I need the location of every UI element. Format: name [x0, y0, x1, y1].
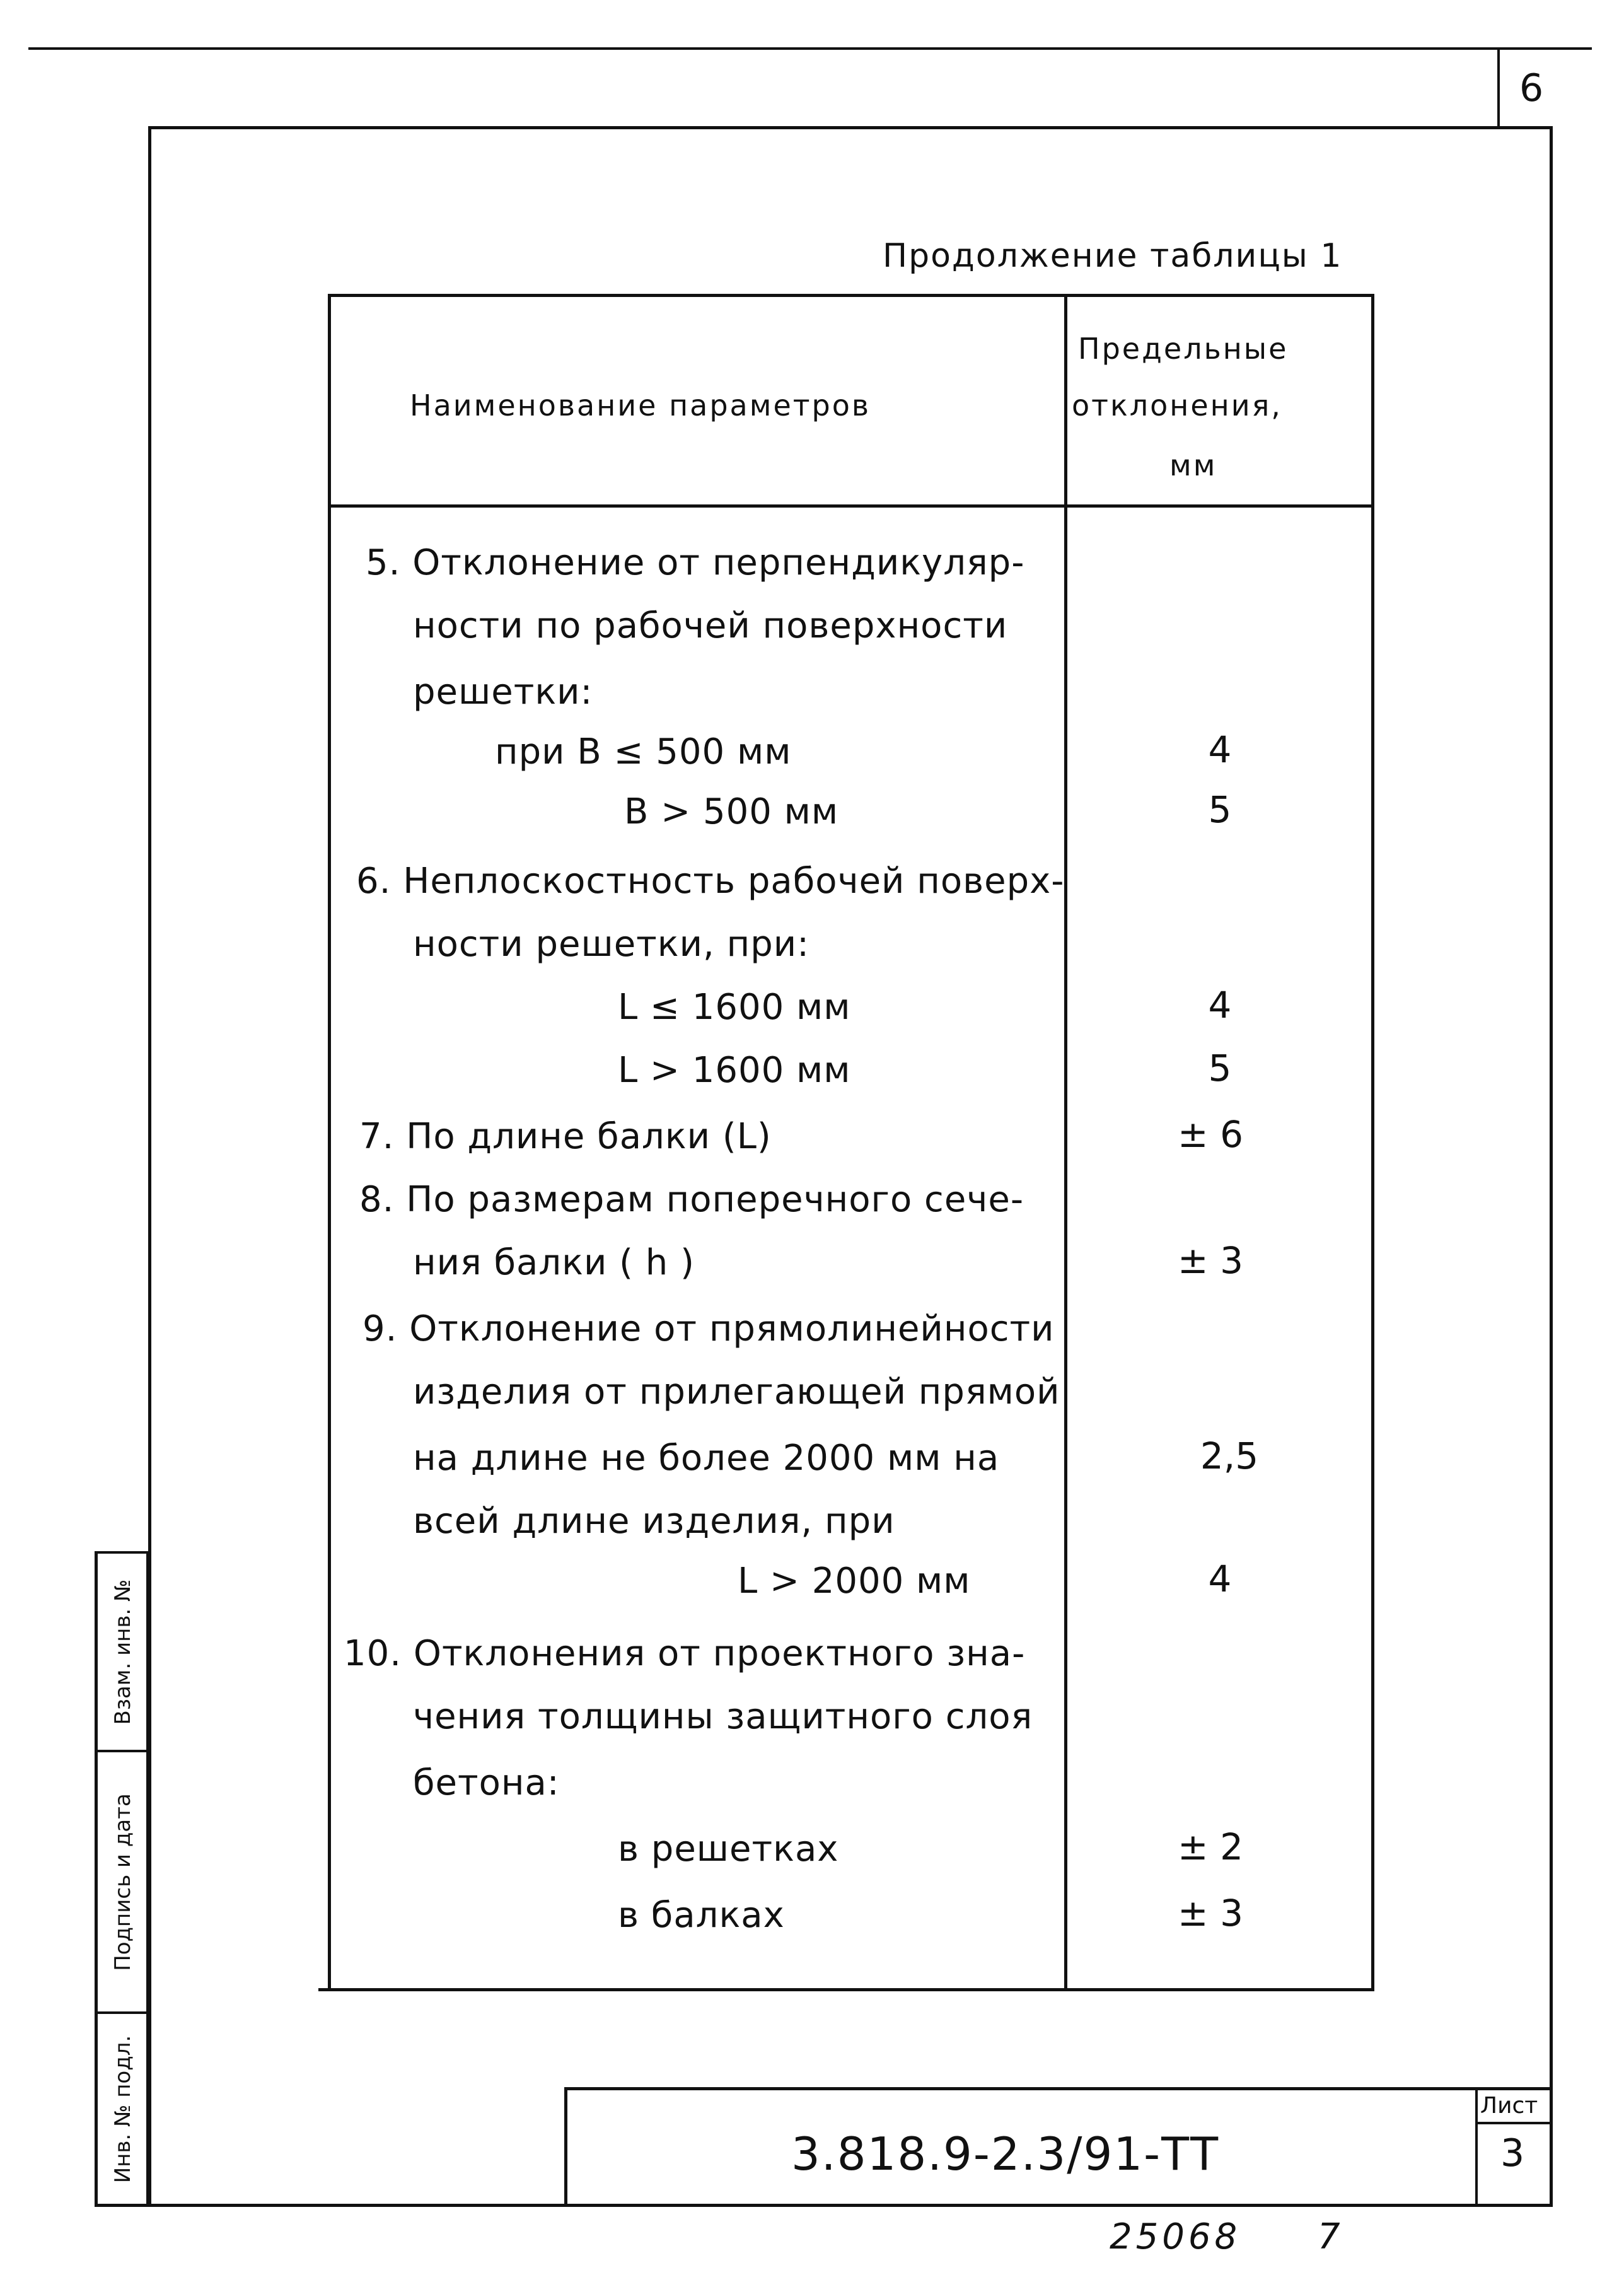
- title-block-top: [564, 2087, 1553, 2090]
- row-9-line4: всей длине изделия, при: [413, 1501, 895, 1542]
- table-col-divider: [1064, 294, 1067, 1991]
- header-col-dev-line1: Предельные: [1078, 332, 1289, 366]
- page-number-box-left: [1497, 47, 1500, 126]
- stamp-top: [95, 1551, 149, 1554]
- archive-number: 25068: [1110, 2216, 1241, 2257]
- row-6-sub1: L ≤ 1600 мм: [618, 987, 851, 1028]
- stamp-div2: [95, 2011, 149, 2014]
- row-10-sub2: в балках: [618, 1895, 785, 1936]
- top-rule: [28, 47, 1592, 50]
- sheet-number: 3: [1500, 2131, 1525, 2175]
- row-9-line2: изделия от прилегающей прямой: [413, 1371, 1060, 1412]
- table-left: [328, 294, 331, 1991]
- page-number: 6: [1519, 66, 1544, 110]
- row-5-line3: решетки:: [413, 672, 593, 713]
- row-6-sub2: L > 1600 мм: [618, 1050, 851, 1091]
- row-5-line1: 5. Отклонение от перпендикуляр-: [366, 542, 1025, 583]
- page-count: 7: [1318, 2216, 1340, 2257]
- sheet-box-divider: [1475, 2122, 1553, 2124]
- row-6-line1: 6. Неплоскостность рабочей поверх-: [356, 861, 1065, 902]
- row-5-line2: ности по рабочей поверхности: [413, 605, 1008, 646]
- stamp-label-vzam: Взам. инв. №: [110, 1579, 136, 1725]
- row-7-value: ± 6: [1178, 1113, 1243, 1156]
- row-9-value: 2,5: [1200, 1434, 1259, 1477]
- row-8-line2: ния балки ( h ): [413, 1242, 695, 1283]
- table-bottom: [318, 1988, 1374, 1991]
- row-5-sub2-value: 5: [1208, 788, 1232, 831]
- row-9-sub1: L > 2000 мм: [738, 1561, 971, 1602]
- stamp-div1: [95, 1750, 149, 1752]
- row-10-line3: бетона:: [413, 1762, 560, 1803]
- row-10-sub1: в решетках: [618, 1829, 839, 1870]
- table-caption: Продолжение таблицы 1: [883, 237, 1343, 275]
- doc-code: 3.818.9-2.3/91-ТТ: [791, 2127, 1220, 2180]
- frame-top: [148, 126, 1553, 129]
- header-col-name: Наименование параметров: [410, 388, 871, 422]
- frame-right: [1550, 126, 1553, 2207]
- row-8-value: ± 3: [1178, 1239, 1243, 1282]
- frame-bottom: [95, 2204, 1553, 2207]
- header-col-dev-line2: отклонения,: [1072, 388, 1282, 422]
- row-10-line2: чения толщины защитного слоя: [413, 1696, 1033, 1737]
- row-10-sub2-value: ± 3: [1178, 1892, 1243, 1935]
- stamp-inner-edge: [146, 1551, 149, 2207]
- row-9-line3: на длине не более 2000 мм на: [413, 1438, 1000, 1479]
- row-7: 7. По длине балки (L): [359, 1116, 772, 1157]
- title-block-left: [564, 2087, 567, 2207]
- sheet-box-left: [1475, 2087, 1478, 2207]
- table-top: [328, 294, 1374, 297]
- row-10-line1: 10. Отклонения от проектного зна-: [344, 1633, 1026, 1674]
- row-6-sub2-value: 5: [1208, 1047, 1232, 1090]
- row-5-sub1-value: 4: [1208, 728, 1232, 771]
- row-8-line1: 8. По размерам поперечного сече-: [359, 1179, 1024, 1220]
- row-10-sub1-value: ± 2: [1178, 1825, 1243, 1868]
- sheet-label: Лист: [1480, 2093, 1538, 2119]
- stamp-label-inv: Инв. № подл.: [110, 2035, 136, 2184]
- row-6-sub1-value: 4: [1208, 984, 1232, 1027]
- row-5-sub2: B > 500 мм: [624, 791, 839, 832]
- row-5-sub1: при B ≤ 500 мм: [495, 731, 792, 772]
- table-header-divider: [328, 504, 1374, 508]
- row-9-line1: 9. Отклонение от прямолинейности: [362, 1308, 1055, 1349]
- header-col-dev-line3: мм: [1169, 448, 1217, 482]
- row-9-sub1-value: 4: [1208, 1557, 1232, 1600]
- table-right: [1371, 294, 1374, 1991]
- stamp-label-podpis: Подпись и дата: [110, 1793, 136, 1971]
- row-6-line2: ности решетки, при:: [413, 924, 810, 965]
- stamp-left-edge: [95, 1551, 98, 2207]
